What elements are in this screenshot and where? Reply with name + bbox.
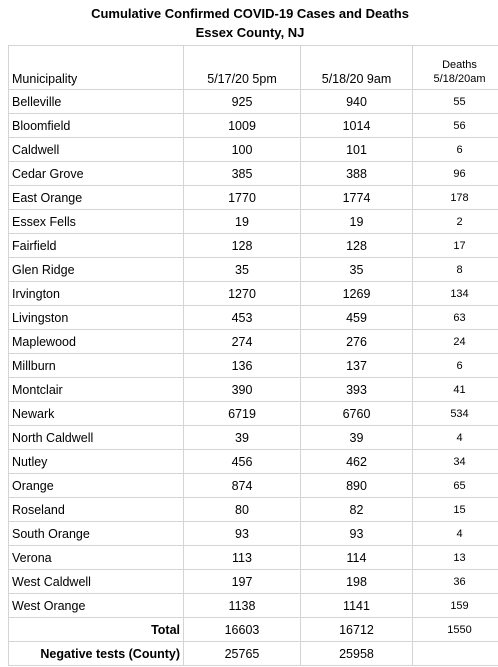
- total-label: Total: [9, 618, 184, 642]
- deaths-cell: 159: [413, 594, 498, 618]
- deaths-cell: 6: [413, 354, 498, 378]
- deaths-cell: 15: [413, 498, 498, 522]
- municipality-cell: Roseland: [9, 498, 184, 522]
- table-row: [9, 210, 498, 234]
- covid-cases-table: [8, 45, 498, 666]
- municipality-cell: Verona: [9, 546, 184, 570]
- header-deaths-label: Deaths: [442, 59, 477, 71]
- table-row: [9, 330, 498, 354]
- municipality-cell: West Orange: [9, 594, 184, 618]
- cases-a-cell: 1009: [184, 114, 301, 138]
- deaths-cell: 63: [413, 306, 498, 330]
- deaths-cell: 4: [413, 522, 498, 546]
- municipality-cell: Irvington: [9, 282, 184, 306]
- table-row: [9, 282, 498, 306]
- cases-a-cell: 80: [184, 498, 301, 522]
- municipality-cell: Glen Ridge: [9, 258, 184, 282]
- municipality-cell: Montclair: [9, 378, 184, 402]
- cases-a-cell: 1770: [184, 186, 301, 210]
- cases-a-cell: 925: [184, 90, 301, 114]
- table-row: [9, 186, 498, 210]
- negative-tests-row: [9, 642, 498, 666]
- cases-b-cell: 82: [301, 498, 413, 522]
- cases-b-cell: 1141: [301, 594, 413, 618]
- negative-tests-b: 25958: [301, 642, 413, 666]
- cases-a-cell: 136: [184, 354, 301, 378]
- cases-a-cell: 456: [184, 450, 301, 474]
- cases-b-cell: 114: [301, 546, 413, 570]
- negative-tests-label: Negative tests (County): [9, 642, 184, 666]
- municipality-cell: Livingston: [9, 306, 184, 330]
- table-subtitle: Essex County, NJ: [195, 25, 305, 40]
- cases-a-cell: 453: [184, 306, 301, 330]
- deaths-cell: 6: [413, 138, 498, 162]
- deaths-cell: 534: [413, 402, 498, 426]
- municipality-cell: Nutley: [9, 450, 184, 474]
- table-row: [9, 402, 498, 426]
- cases-b-cell: 93: [301, 522, 413, 546]
- municipality-cell: South Orange: [9, 522, 184, 546]
- table-body: [9, 90, 498, 618]
- table-row: [9, 450, 498, 474]
- municipality-cell: Maplewood: [9, 330, 184, 354]
- table-row: [9, 570, 498, 594]
- cases-a-cell: 197: [184, 570, 301, 594]
- header-deaths: [413, 46, 498, 90]
- deaths-cell: 36: [413, 570, 498, 594]
- cases-b-cell: 890: [301, 474, 413, 498]
- negative-tests-a: 25765: [184, 642, 301, 666]
- table-row: [9, 114, 498, 138]
- cases-b-cell: 1774: [301, 186, 413, 210]
- cases-b-cell: 1269: [301, 282, 413, 306]
- header-deaths-date: 5/18/20am: [433, 73, 486, 85]
- cases-a-cell: 390: [184, 378, 301, 402]
- header-date-b: 5/18/20 9am: [301, 46, 413, 90]
- cases-b-cell: 276: [301, 330, 413, 354]
- municipality-cell: Bloomfield: [9, 114, 184, 138]
- deaths-cell: 55: [413, 90, 498, 114]
- cases-a-cell: 93: [184, 522, 301, 546]
- total-cases-b: 16712: [301, 618, 413, 642]
- deaths-cell: 17: [413, 234, 498, 258]
- cases-a-cell: 35: [184, 258, 301, 282]
- table-row: [9, 426, 498, 450]
- deaths-cell: 178: [413, 186, 498, 210]
- table-row: [9, 474, 498, 498]
- cases-b-cell: 137: [301, 354, 413, 378]
- cases-b-cell: 1014: [301, 114, 413, 138]
- table-row: [9, 354, 498, 378]
- table-row: [9, 258, 498, 282]
- table-row: [9, 498, 498, 522]
- deaths-cell: 2: [413, 210, 498, 234]
- municipality-cell: Caldwell: [9, 138, 184, 162]
- cases-a-cell: 274: [184, 330, 301, 354]
- table-row: [9, 138, 498, 162]
- table-row: [9, 546, 498, 570]
- table-row: [9, 90, 498, 114]
- total-deaths: 1550: [413, 618, 498, 642]
- cases-b-cell: 128: [301, 234, 413, 258]
- municipality-cell: Belleville: [9, 90, 184, 114]
- deaths-cell: 8: [413, 258, 498, 282]
- municipality-cell: West Caldwell: [9, 570, 184, 594]
- cases-a-cell: 19: [184, 210, 301, 234]
- cases-a-cell: 385: [184, 162, 301, 186]
- cases-b-cell: 388: [301, 162, 413, 186]
- cases-b-cell: 459: [301, 306, 413, 330]
- cases-a-cell: 100: [184, 138, 301, 162]
- cases-a-cell: 128: [184, 234, 301, 258]
- header-row: [9, 46, 498, 90]
- cases-b-cell: 940: [301, 90, 413, 114]
- deaths-cell: 13: [413, 546, 498, 570]
- cases-b-cell: 19: [301, 210, 413, 234]
- deaths-cell: 4: [413, 426, 498, 450]
- cases-b-cell: 462: [301, 450, 413, 474]
- municipality-cell: Essex Fells: [9, 210, 184, 234]
- cases-a-cell: 874: [184, 474, 301, 498]
- table-row: [9, 162, 498, 186]
- table-row: [9, 234, 498, 258]
- cases-b-cell: 198: [301, 570, 413, 594]
- deaths-cell: 65: [413, 474, 498, 498]
- cases-a-cell: 1138: [184, 594, 301, 618]
- cases-b-cell: 6760: [301, 402, 413, 426]
- municipality-cell: Cedar Grove: [9, 162, 184, 186]
- deaths-cell: 41: [413, 378, 498, 402]
- table-row: [9, 594, 498, 618]
- header-date-a: 5/17/20 5pm: [184, 46, 301, 90]
- cases-a-cell: 6719: [184, 402, 301, 426]
- municipality-cell: Newark: [9, 402, 184, 426]
- table-row: [9, 306, 498, 330]
- municipality-cell: East Orange: [9, 186, 184, 210]
- cases-b-cell: 393: [301, 378, 413, 402]
- deaths-cell: 96: [413, 162, 498, 186]
- municipality-cell: Orange: [9, 474, 184, 498]
- table-title: Cumulative Confirmed COVID-19 Cases and Deaths: [91, 6, 409, 21]
- cases-a-cell: 1270: [184, 282, 301, 306]
- municipality-cell: Fairfield: [9, 234, 184, 258]
- municipality-cell: Millburn: [9, 354, 184, 378]
- cases-b-cell: 101: [301, 138, 413, 162]
- header-municipality: Municipality: [9, 46, 184, 90]
- total-row: [9, 618, 498, 642]
- cases-b-cell: 35: [301, 258, 413, 282]
- table-row: [9, 378, 498, 402]
- table-row: [9, 522, 498, 546]
- deaths-cell: 24: [413, 330, 498, 354]
- deaths-cell: 34: [413, 450, 498, 474]
- negative-tests-deaths: [413, 642, 498, 666]
- total-cases-a: 16603: [184, 618, 301, 642]
- municipality-cell: North Caldwell: [9, 426, 184, 450]
- cases-a-cell: 113: [184, 546, 301, 570]
- cases-b-cell: 39: [301, 426, 413, 450]
- cases-a-cell: 39: [184, 426, 301, 450]
- deaths-cell: 56: [413, 114, 498, 138]
- deaths-cell: 134: [413, 282, 498, 306]
